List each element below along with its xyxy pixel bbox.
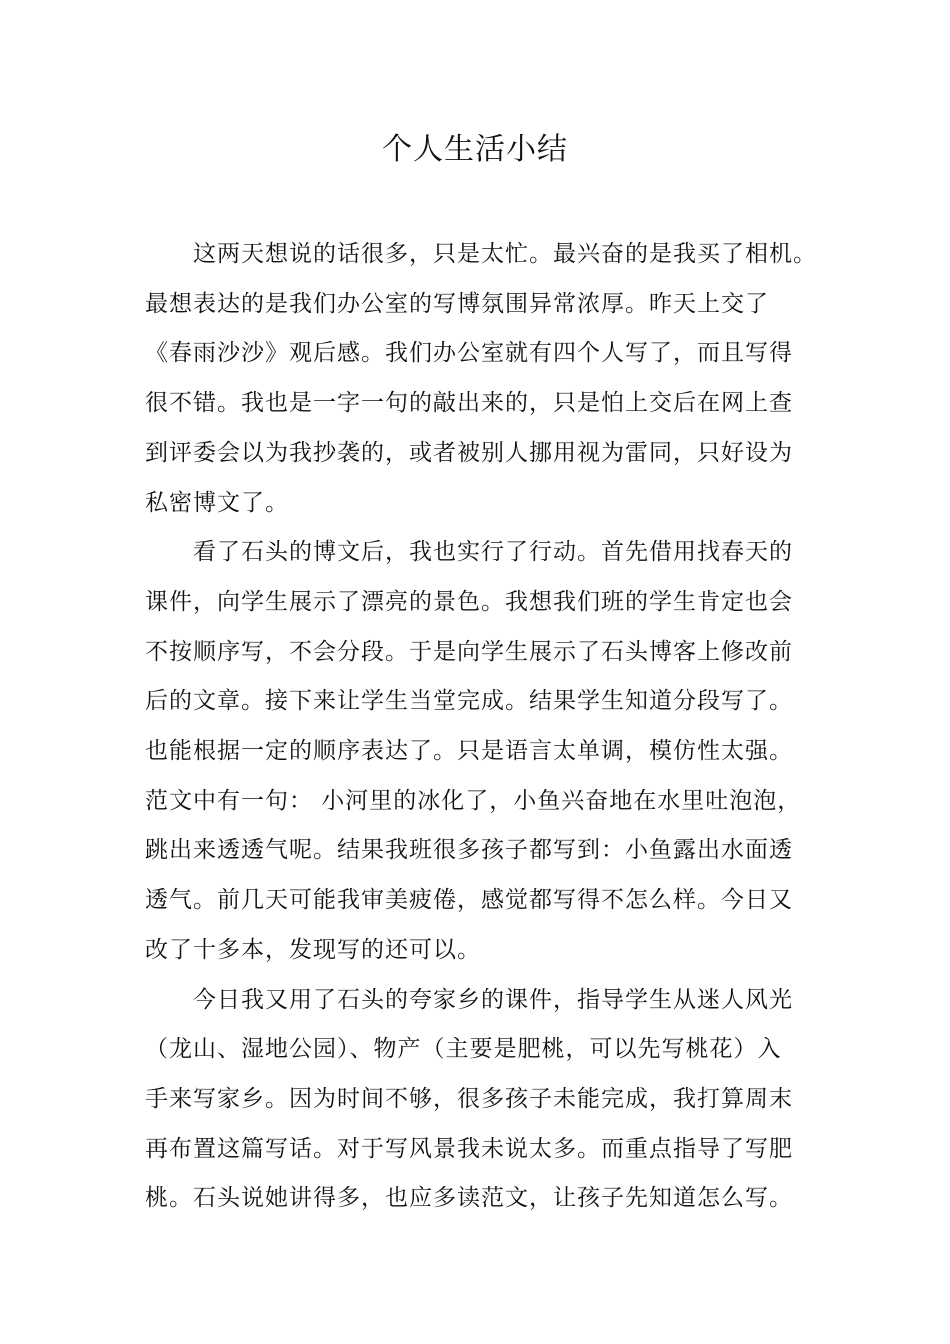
document-body [145,230,815,1224]
text-line: 改了十多本，发现写的还可以。 [145,936,481,963]
paragraph-1 [145,230,815,528]
text-line: 透气。前几天可能我审美疲倦，感觉都写得不怎么样。今日又 [145,887,793,914]
text-line: 桃。石头说她讲得多，也应多读范文，让孩子先知道怎么写。 [145,1185,793,1212]
text-line: 课件，向学生展示了漂亮的景色。我想我们班的学生肯定也会 [145,588,793,615]
text-line: 手来写家乡。因为时间不够，很多孩子未能完成，我打算周末 [145,1085,793,1112]
text-line: 再布置这篇写话。对于写风景我未说太多。而重点指导了写肥 [145,1135,793,1162]
paragraph-2 [145,528,815,975]
text-line: （龙山、湿地公园）、物产（主要是肥桃，可以先写桃花）入 [145,1036,782,1063]
text-line: 很不错。我也是一字一句的敲出来的，只是怕上交后在网上查 [145,390,793,417]
text-line: 看了石头的博文后，我也实行了行动。首先借用找春天的 [193,539,793,566]
text-line: 私密博文了。 [145,489,289,516]
paragraph-3 [145,976,815,1225]
text-line: 后的文章。接下来让学生当堂完成。结果学生知道分段写了。 [145,688,793,715]
text-line: 也能根据一定的顺序表达了。只是语言太单调，模仿性太强。 [145,738,793,765]
text-line: 《春雨沙沙》观后感。我们办公室就有四个人写了，而且写得 [145,340,793,367]
text-line: 这两天想说的话很多，只是太忙。最兴奋的是我买了相机。 [193,241,817,267]
text-line: 最想表达的是我们办公室的写博氛围异常浓厚。昨天上交了 [145,290,769,317]
text-line: 跳出来透透气呢。结果我班很多孩子都写到：小鱼露出水面透 [145,837,793,864]
page-title: 个人生活小结 [382,132,568,167]
text-line: 不按顺序写，不会分段。于是向学生展示了石头博客上修改前 [145,638,793,665]
text-line: 到评委会以为我抄袭的，或者被别人挪用视为雷同，只好设为 [145,439,793,466]
text-line: 今日我又用了石头的夸家乡的课件，指导学生从迷人风光 [193,986,793,1013]
text-line: 范文中有一句： 小河里的冰化了，小鱼兴奋地在水里吐泡泡， [145,787,802,814]
